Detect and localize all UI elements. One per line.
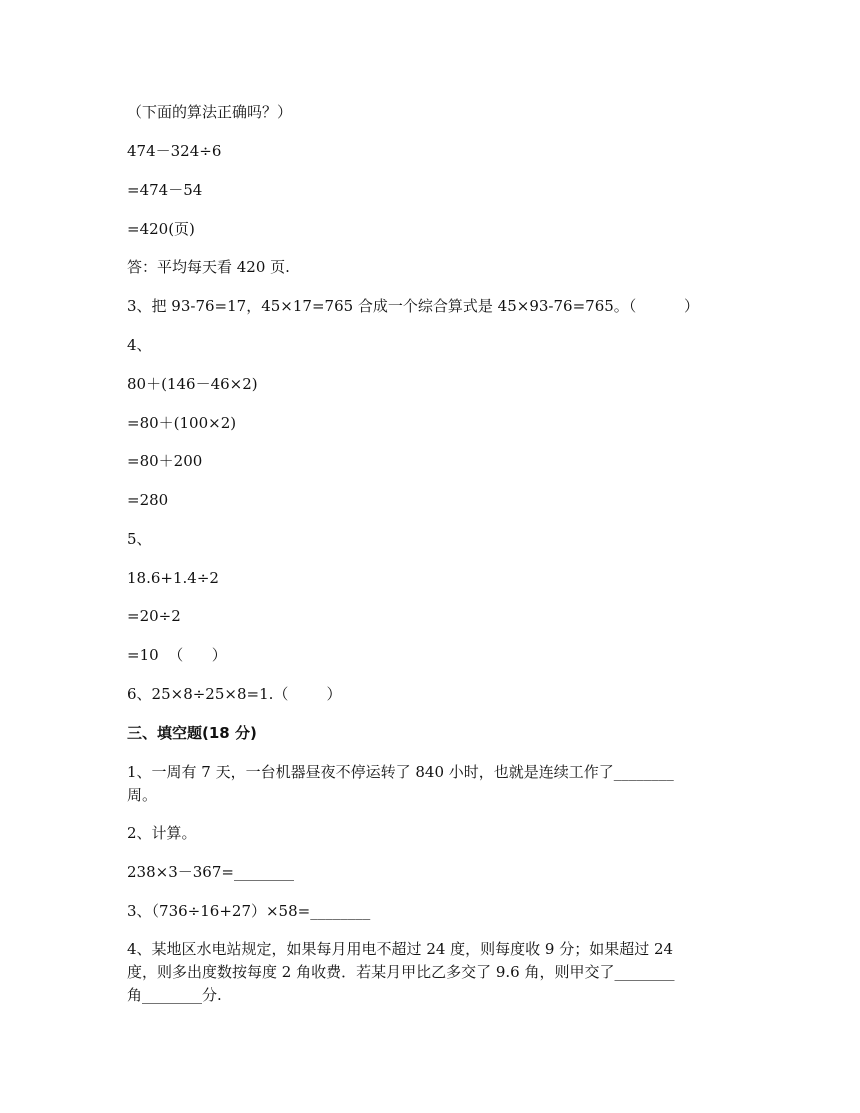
fill-question-4-cont: 角________分. [127,986,222,1004]
fill-question-3: 3、（736÷16+27）×58=________ [127,902,371,920]
question-6: 6、25×8÷25×8=1.（ ） [127,685,342,703]
answer-line: 答：平均每天看 420 页. [127,258,290,276]
question-intro: （下面的算法正确吗？） [127,103,293,121]
calc-line: =10 （ ） [127,646,227,664]
calc-line: 238×3－367=________ [127,863,294,881]
calc-line: =420(页) [127,220,195,238]
calc-line: =474－54 [127,181,203,199]
calc-line: 18.6+1.4÷2 [127,569,219,587]
question-4-label: 4、 [127,336,152,354]
calc-line: 474－324÷6 [127,142,222,160]
calc-line: =280 [127,491,169,509]
calc-line: =80＋200 [127,452,203,470]
question-3: 3、把 93-76=17，45×17=765 合成一个综合算式是 45×93-76=765。（ ） [127,297,699,315]
calc-line: =20÷2 [127,607,181,625]
calc-line: 80＋(146－46×2) [127,375,258,393]
fill-question-4: 4、某地区水电站规定，如果每月用电不超过 24 度，则每度收 9 分；如果超过 24 [127,940,674,958]
fill-question-4-cont: 度，则多出度数按每度 2 角收费．若某月甲比乙多交了 9.6 角，则甲交了________ [127,963,675,981]
section-heading: 三、填空题(18 分) [127,724,257,742]
fill-question-1: 1、一周有 7 天，一台机器昼夜不停运转了 840 小时，也就是连续工作了________ [127,763,674,781]
fill-question-2: 2、计算。 [127,824,197,842]
calc-line: =80＋(100×2) [127,414,237,432]
question-5-label: 5、 [127,530,152,548]
fill-question-1-cont: 周。 [127,786,158,804]
